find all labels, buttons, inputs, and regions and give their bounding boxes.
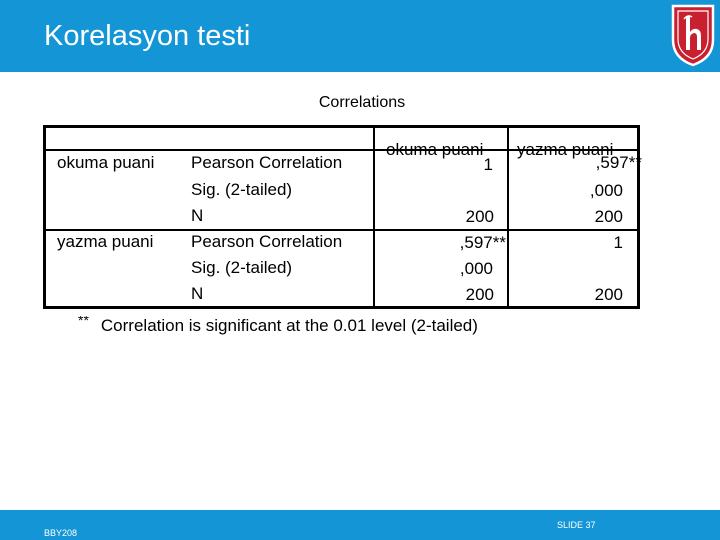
university-logo [669,2,717,68]
row-stat-label: Pearson Correlation [191,153,343,172]
table-cell: ,597** [595,153,642,172]
table-cell: 200 [594,207,623,226]
table-cell: 200 [594,285,623,304]
column-header-okuma: okuma puani [386,140,484,159]
table-title: Correlations [318,94,406,111]
table-cell: 200 [465,285,494,304]
table-footnote [78,316,478,338]
row-stat-label: N [191,206,204,225]
row-stat-label: Pearson Correlation [191,232,343,251]
footnote-text: Correlation is significant at the 0.01 level (2-tailed) [100,316,478,335]
table-cell: 200 [465,207,494,226]
row-stat-label: N [191,284,204,303]
row-stat-label: Sig. (2-tailed) [191,180,293,199]
row-variable-label: yazma puani [57,232,154,251]
slide-title: Korelasyon testi [44,20,251,52]
table-cell: ,597** [459,233,506,252]
table-cell: ,000 [589,181,623,200]
footer-course-code: BBY208 [44,528,78,538]
footer-slide-number: SLIDE 37 [557,520,596,530]
table-cell: ,000 [459,259,493,278]
row-stat-label: Sig. (2-tailed) [191,258,293,277]
column-header-yazma: yazma puani [517,140,614,159]
table-cell: 1 [483,155,493,174]
footer-bar [0,510,720,540]
footnote-mark: ** [78,316,89,328]
table-group-divider [43,229,640,231]
row-variable-label: okuma puani [57,153,155,172]
table-cell: 1 [613,233,623,252]
